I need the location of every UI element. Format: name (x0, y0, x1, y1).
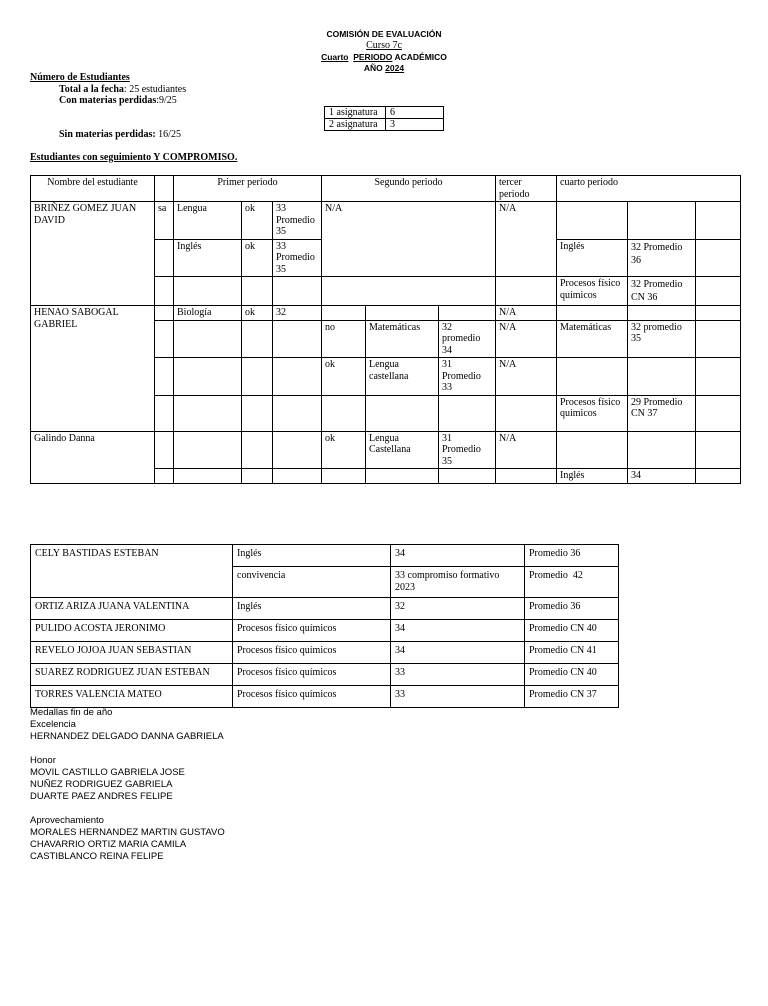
spacer (30, 803, 225, 815)
average-cell: Promedio 36 (525, 545, 619, 567)
status-cell: ok (242, 239, 273, 277)
empty-cell (557, 358, 628, 396)
year-word: AÑO (363, 63, 383, 73)
table-row (31, 642, 619, 664)
empty-cell (496, 395, 557, 431)
empty-cell (174, 358, 242, 396)
not-applicable-cell: N/A (496, 306, 557, 321)
empty-cell (273, 469, 322, 484)
empty-cell (557, 306, 628, 321)
empty-cell (696, 395, 741, 431)
empty-cell (155, 239, 174, 277)
empty-cell (322, 277, 496, 306)
subject-cell: Inglés (557, 239, 628, 277)
subject-cell: Procesos físico químicos (557, 395, 628, 431)
empty-cell (557, 202, 628, 240)
empty-cell (322, 469, 366, 484)
tracking-table (30, 175, 741, 484)
subjects-count-label: 1 asignatura (325, 107, 386, 119)
score-cell: 31 Promedio 33 (439, 358, 496, 396)
total-value: : 25 estudiantes (123, 84, 187, 95)
empty-cell (174, 320, 242, 358)
subjects-count-value: 3 (386, 119, 444, 131)
table-row (31, 598, 619, 620)
student-name: HENAO SABOGAL GABRIEL (31, 306, 155, 432)
table-row (325, 119, 444, 131)
average-cell: Promedio 42 (525, 567, 619, 598)
empty-cell (439, 395, 496, 431)
empty-cell (174, 431, 242, 469)
empty-cell (557, 431, 628, 469)
empty-cell (155, 431, 174, 469)
fourth-period-table (30, 544, 619, 708)
excellence-title: Excelencia (30, 719, 76, 730)
empty-cell (366, 395, 439, 431)
student-name: BRIÑEZ GOMEZ JUAN DAVID (31, 202, 155, 306)
without-failed (59, 129, 181, 141)
section-title: Estudiantes con seguimiento Y COMPROMISO. (30, 152, 238, 163)
subject-cell: Inglés (174, 239, 242, 277)
student-name: SUAREZ RODRIGUEZ JUAN ESTEBAN (31, 664, 233, 686)
with-failed (59, 95, 177, 107)
empty-cell (242, 277, 273, 306)
score-cell: 32 Promedio 36 (628, 239, 696, 277)
table-row (31, 686, 619, 708)
empty-cell (696, 320, 741, 358)
honor-title: Honor (30, 755, 56, 766)
subject-cell: convivencia (233, 567, 391, 598)
empty-cell (696, 277, 741, 306)
empty-cell (696, 239, 741, 277)
status-cell: ok (322, 358, 366, 396)
empty-cell (273, 320, 322, 358)
empty-cell (496, 277, 557, 306)
average-cell: Promedio CN 37 (525, 686, 619, 708)
without-failed-label: Sin materias perdidas: (59, 129, 156, 140)
without-failed-value: 16/25 (155, 129, 181, 140)
table-row (31, 176, 741, 202)
score-cell: 32 promedio 35 (628, 320, 696, 358)
student-name: ORTIZ ARIZA JUANA VALENTINA (31, 598, 233, 620)
subject-cell: Procesos físico químicos (233, 642, 391, 664)
with-failed-label: Con materias perdidas (59, 95, 157, 106)
course-label: Curso 7c (366, 40, 402, 51)
subject-cell: Procesos físico químicos (233, 620, 391, 642)
student-name: PULIDO ACOSTA JERONIMO (31, 620, 233, 642)
empty-cell (242, 431, 273, 469)
empty-cell (242, 395, 273, 431)
empty-cell (439, 306, 496, 321)
empty-cell (273, 431, 322, 469)
score-cell: 29 Promedio CN 37 (628, 395, 696, 431)
score-cell: 34 (391, 545, 525, 567)
table-row (31, 664, 619, 686)
score-cell: 31 Promedio 35 (439, 431, 496, 469)
subject-cell: Inglés (233, 545, 391, 567)
empty-cell (696, 431, 741, 469)
year-value: 2024 (385, 63, 405, 73)
document-title: COMISIÓN DE EVALUACIÓN (326, 29, 442, 39)
average-cell: Promedio 36 (525, 598, 619, 620)
status-cell: ok (322, 431, 366, 469)
with-failed-value: :9/25 (156, 95, 177, 106)
excellence-student: HERNANDEZ DELGADO DANNA GABRIELA (30, 731, 224, 742)
total-label: Total a la fecha (59, 84, 124, 95)
subject-cell: Lengua castellana (366, 358, 439, 396)
subject-cell: Inglés (557, 469, 628, 484)
table-row (31, 306, 741, 321)
score-cell: 34 (391, 642, 525, 664)
medals-title: Medallas fin de año (30, 707, 113, 718)
subject-cell: Procesos físico químicos (233, 664, 391, 686)
subjects-count-value: 6 (386, 107, 444, 119)
empty-cell (155, 306, 174, 321)
header-second-period: Segundo periodo (322, 176, 496, 202)
score-cell: 32 promedio 34 (439, 320, 496, 358)
period-word: PERIODO (353, 52, 393, 62)
empty-cell (439, 469, 496, 484)
status-cell: no (322, 320, 366, 358)
progress-student: CHAVARRIO ORTIZ MARIA CAMILA (30, 839, 187, 850)
subject-cell: Procesos físico químicos (557, 277, 628, 306)
empty-cell (696, 469, 741, 484)
header-cell (155, 176, 174, 202)
average-cell: Promedio CN 40 (525, 620, 619, 642)
table-row (31, 431, 741, 469)
empty-cell (242, 320, 273, 358)
average-cell: Promedio CN 40 (525, 664, 619, 686)
progress-title: Aprovechamiento (30, 815, 104, 826)
header-third-period: tercer periodo (496, 176, 557, 202)
empty-cell (322, 395, 366, 431)
honor-student: MOVIL CASTILLO GABRIELA JOSE (30, 767, 185, 778)
honor-student: NUÑEZ RODRIGUEZ GABRIELA (30, 779, 173, 790)
subject-cell: Inglés (233, 598, 391, 620)
spacer (30, 743, 225, 755)
header-first-period: Primer periodo (174, 176, 322, 202)
empty-cell (628, 358, 696, 396)
empty-cell (273, 358, 322, 396)
not-applicable-cell: N/A (496, 358, 557, 396)
empty-cell (242, 469, 273, 484)
empty-cell (273, 395, 322, 431)
subject-cell: Biología (174, 306, 242, 321)
table-row (31, 545, 619, 567)
average-cell: Promedio CN 41 (525, 642, 619, 664)
empty-cell (155, 395, 174, 431)
period-label (0, 52, 768, 62)
empty-cell (155, 277, 174, 306)
table-row (325, 107, 444, 119)
progress-student: MORALES HERNANDEZ MARTIN GUSTAVO (30, 827, 225, 838)
empty-cell (174, 469, 242, 484)
not-applicable-cell: N/A (496, 202, 557, 277)
subject-cell: Matemáticas (366, 320, 439, 358)
not-applicable-cell: N/A (496, 431, 557, 469)
student-name: TORRES VALENCIA MATEO (31, 686, 233, 708)
empty-cell (155, 358, 174, 396)
score-cell: 32 Promedio CN 36 (628, 277, 696, 306)
period-academic: ACADÉMICO (394, 52, 447, 62)
score-cell: 32 (273, 306, 322, 321)
empty-cell (696, 202, 741, 240)
empty-cell (322, 306, 366, 321)
empty-cell (366, 306, 439, 321)
empty-cell (242, 358, 273, 396)
subject-cell: Lengua Castellana (366, 431, 439, 469)
students-heading: Número de Estudiantes (30, 72, 130, 83)
empty-cell (696, 306, 741, 321)
score-cell: 34 (628, 469, 696, 484)
empty-cell (273, 277, 322, 306)
subjects-count-label: 2 asignatura (325, 119, 386, 131)
student-name: REVELO JOJOA JUAN SEBASTIAN (31, 642, 233, 664)
empty-cell (366, 469, 439, 484)
empty-cell (174, 395, 242, 431)
header-fourth-period: cuarto periodo (557, 176, 741, 202)
score-cell: 33 (391, 664, 525, 686)
score-cell: 32 (391, 598, 525, 620)
student-name: Galindo Danna (31, 431, 155, 483)
student-name: CELY BASTIDAS ESTEBAN (31, 545, 233, 598)
status-cell: ok (242, 202, 273, 240)
period-number: Cuarto (321, 52, 349, 62)
progress-student: CASTIBLANCO REINA FELIPE (30, 851, 164, 862)
subjects-count-table (324, 106, 444, 131)
empty-cell (628, 431, 696, 469)
empty-cell (155, 469, 174, 484)
student-mark: sa (155, 202, 174, 240)
table-row (31, 202, 741, 240)
empty-cell (155, 320, 174, 358)
empty-cell (696, 358, 741, 396)
subject-cell: Procesos físico químicos (233, 686, 391, 708)
honor-student: DUARTE PAEZ ANDRES FELIPE (30, 791, 173, 802)
subject-cell: Lengua (174, 202, 242, 240)
table-row (31, 620, 619, 642)
score-cell: 33 (391, 686, 525, 708)
score-cell: 34 (391, 620, 525, 642)
score-cell: 33 compromiso formativo 2023 (391, 567, 525, 598)
status-cell: ok (242, 306, 273, 321)
score-cell: 33 Promedio 35 (273, 239, 322, 277)
score-cell: 33 Promedio 35 (273, 202, 322, 240)
empty-cell (628, 202, 696, 240)
empty-cell (496, 469, 557, 484)
empty-cell (174, 277, 242, 306)
subject-cell: Matemáticas (557, 320, 628, 358)
not-applicable-cell: N/A (322, 202, 496, 277)
medals-section (30, 707, 225, 863)
header-student-name: Nombre del estudiante (31, 176, 155, 202)
not-applicable-cell: N/A (496, 320, 557, 358)
empty-cell (628, 306, 696, 321)
